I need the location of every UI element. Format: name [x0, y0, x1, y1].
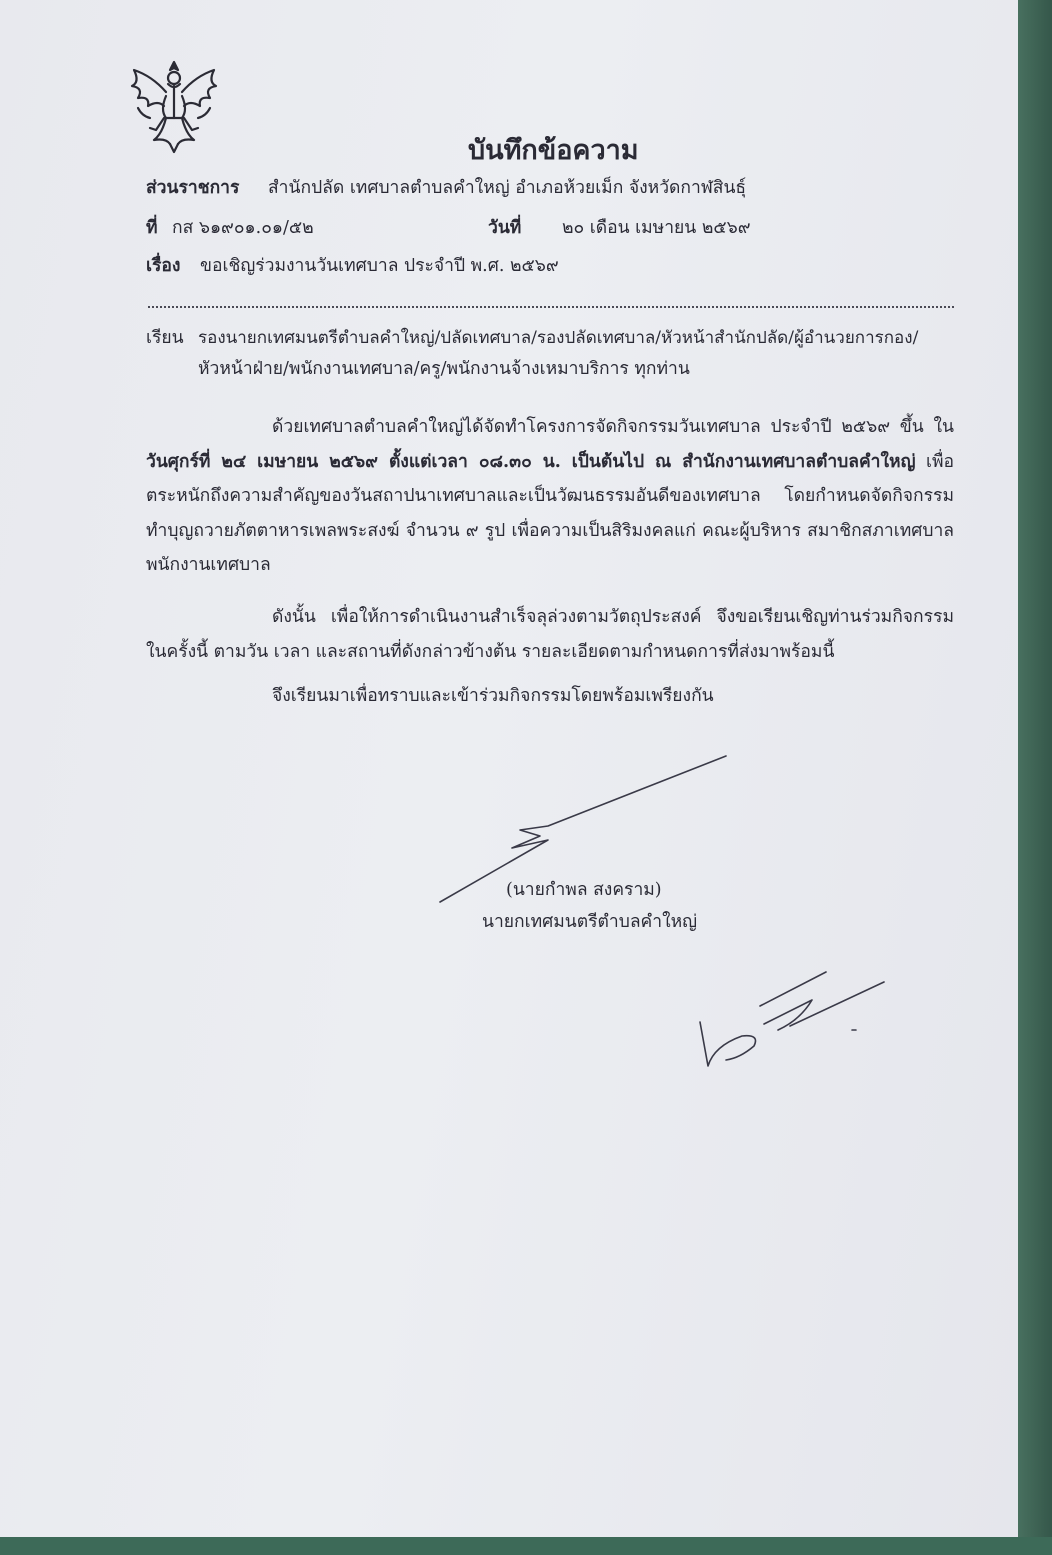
ref-value: กส ๖๑๙๐๑.๐๑/๕๒: [172, 218, 314, 238]
divider-line: [148, 306, 954, 308]
to-label: เรียน: [146, 328, 184, 348]
body-p1-event: วันศุกร์ที่ ๒๔ เมษายน ๒๕๖๙ ตั้งแต่เวลา ๐๘.๓๐ น. เป็นต้นไป ณ สำนักงานเทศบาลตำบลคำใหญ่: [146, 451, 916, 472]
body-p1-start: ด้วยเทศบาลตำบลคำใหญ่ได้จัดทำโครงการจัดกิจกรรมวันเทศบาล ประจำปี ๒๕๖๙ ขึ้น ใน: [272, 417, 954, 437]
initials-signature: [700, 972, 884, 1066]
body-p1-end: เพื่อตระหนักถึงความสำคัญของวันสถาปนาเทศบาลและเป็นวัฒนธรรมอันดีของเทศบาล โดยกำหนดจัดกิจกรรมทำบุญถวายภัตตาหารเพลพระสงฆ์ จำนวน ๙ รูป เพื่อความเป็นสิริมงคลแก่ คณะผู้บริหาร สมาชิกสภาเทศบาล พนักงานเทศบาล: [146, 451, 954, 575]
agency-label: ส่วนราชการ: [146, 178, 240, 198]
body-paragraph-1: [146, 410, 954, 583]
closing-line: จึงเรียนมาเพื่อทราบและเข้าร่วมกิจกรรมโดยพร้อมเพรียงกัน: [272, 686, 714, 706]
body-paragraph-2: ดังนั้น เพื่อให้การดำเนินงานสำเร็จลุล่วงตามวัตถุประสงค์ จึงขอเรียนเชิญท่านร่วมกิจกรรมในครั้งนี้ ตามวัน เวลา และสถานที่ดังกล่าวข้างต้น รายละเอียดตามกำหนดการที่ส่งมาพร้อมนี้: [146, 607, 954, 662]
date-label: วันที่: [488, 218, 522, 238]
subject-label: เรื่อง: [146, 256, 181, 276]
to-line-2: หัวหน้าฝ่าย/พนักงานเทศบาล/ครู/พนักงานจ้างเหมาบริการ ทุกท่าน: [198, 359, 690, 379]
subject-value: ขอเชิญร่วมงานวันเทศบาล ประจำปี พ.ศ. ๒๕๖๙: [200, 256, 559, 276]
desk-bottom: [0, 1537, 1052, 1555]
ref-label: ที่: [146, 218, 158, 238]
desk-edge: [1018, 0, 1052, 1555]
signer-position: นายกเทศมนตรีตำบลคำใหญ่: [482, 912, 698, 932]
date-value: ๒๐ เดือน เมษายน ๒๕๖๙: [562, 218, 751, 238]
agency-value: สำนักปลัด เทศบาลตำบลคำใหญ่ อำเภอห้วยเม็ก จังหวัดกาฬสินธุ์: [268, 178, 747, 198]
signer-name: (นายกำพล สงคราม): [506, 880, 662, 900]
to-line-1: รองนายกเทศมนตรีตำบลคำใหญ่/ปลัดเทศบาล/รองปลัดเทศบาล/หัวหน้าสำนักปลัด/ผู้อำนวยการกอง/: [198, 328, 919, 348]
memo-title: บันทึกข้อความ: [468, 135, 639, 166]
garuda-emblem-icon: [124, 56, 224, 156]
